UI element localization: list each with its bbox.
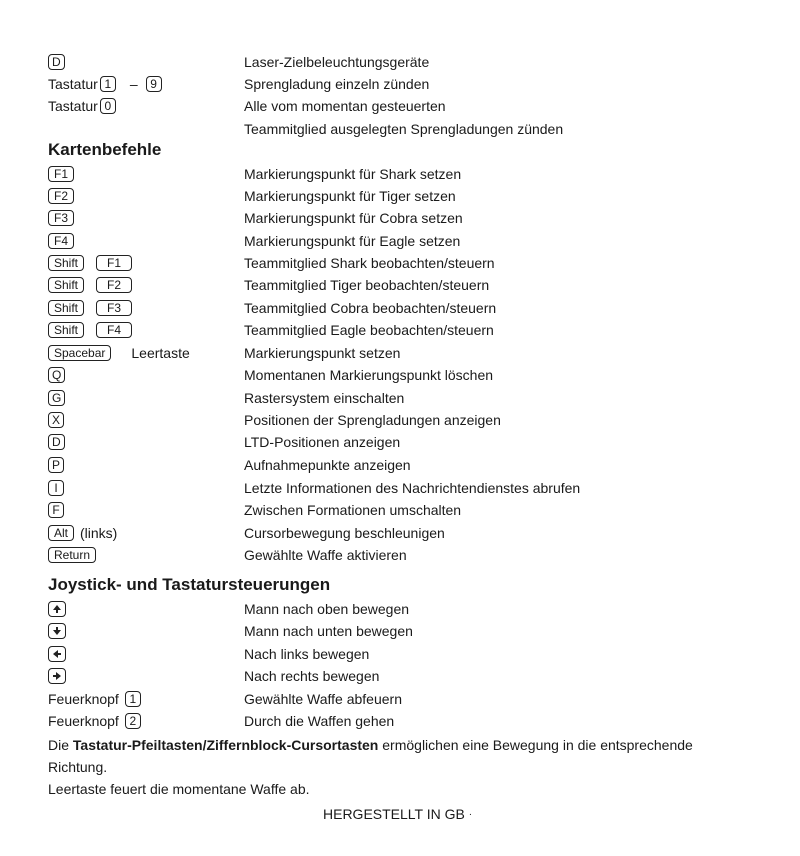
key-cap: 0 [100,98,116,114]
key-cap: Alt [48,525,74,541]
command-description: Gewählte Waffe abfeuern [244,691,402,707]
key-cap: X [48,412,64,428]
key-cap: F2 [48,188,74,204]
key-cap: Q [48,367,65,383]
note-rest-text: ermöglichen eine Bewegung in die entsprechende Richtung. [48,737,693,775]
key-cap: Shift [48,322,84,338]
command-row [48,364,768,386]
arrow-down-icon [48,623,66,639]
command-row [48,522,768,544]
command-description: Teammitglied Eagle beobachten/steuern [244,322,494,338]
footer-text: HERGESTELLT IN GB [323,806,465,822]
command-description: LTD-Positionen anzeigen [244,434,401,450]
command-description: Alle vom momentan gesteuerten [244,98,446,114]
command-row [48,274,768,296]
key-cap: 1 [125,691,141,707]
command-description: Teammitglied Shark beobachten/steuern [244,255,495,271]
key-cap: I [48,480,64,496]
arrow-left-icon [48,646,66,662]
command-description: Laser-Zielbeleuchtungsgeräte [244,54,430,70]
command-description: Cursorbewegung beschleunigen [244,525,445,541]
command-description: Positionen der Sprengladungen anzeigen [244,412,501,428]
command-row [48,342,768,364]
command-row [48,710,768,732]
key-cap: Shift [48,300,84,316]
key-cap: F [48,502,64,518]
key-prefix-label: Tastatur [48,98,98,114]
command-row [48,431,768,453]
command-description: Teammitglied Cobra beobachten/steuern [244,300,497,316]
command-row [48,454,768,476]
command-row [48,544,768,566]
command-description: Zwischen Formationen umschalten [244,502,462,518]
key-cap: Spacebar [48,345,111,361]
command-row [48,163,768,185]
footer-made-in [323,803,472,826]
key-prefix-label: Feuerknopf [48,691,119,707]
key-cap: F4 [96,322,132,338]
command-row [48,477,768,499]
command-description: Nach links bewegen [244,646,370,662]
command-description: Markierungspunkt für Tiger setzen [244,188,456,204]
arrow-up-icon [48,601,66,617]
note-lead-text: Die [48,737,73,753]
footer-mark: · [468,809,473,820]
command-row [48,598,768,620]
command-description: Mann nach oben bewegen [244,601,410,617]
key-cap: F4 [48,233,74,249]
key-cap: F1 [96,255,132,271]
command-description: Gewählte Waffe aktivieren [244,547,407,563]
command-row [48,688,768,710]
command-description: Sprengladung einzeln zünden [244,76,430,92]
range-dash: – [129,76,138,92]
command-row [48,51,768,73]
key-cap: 9 [146,76,162,92]
command-row [48,409,768,431]
command-description: Markierungspunkt für Shark setzen [244,166,462,182]
command-description: Rastersystem einschalten [244,390,405,406]
note-paragraph-2: Leertaste feuert die momentane Waffe ab. [48,781,310,797]
key-cap: D [48,434,65,450]
command-row [48,387,768,409]
command-row [48,252,768,274]
command-description: Durch die Waffen gehen [244,713,395,729]
key-cap: 2 [125,713,141,729]
key-suffix-label: Leertaste [131,345,190,361]
key-cap: Shift [48,255,84,271]
key-prefix-label: Feuerknopf [48,713,119,729]
key-cap: D [48,54,65,70]
key-cap: F1 [48,166,74,182]
command-description: Nach rechts bewegen [244,668,380,684]
key-suffix-label: (links) [80,525,118,541]
note-paragraph [48,734,748,778]
key-cap: F2 [96,277,132,293]
command-row [48,73,768,95]
command-description: Mann nach unten bewegen [244,623,413,639]
key-cap: F3 [48,210,74,226]
command-row [48,185,768,207]
key-prefix-label: Tastatur [48,76,98,92]
command-description: Aufnahmepunkte anzeigen [244,457,411,473]
command-row [48,499,768,521]
command-row [48,230,768,252]
section-heading-map-commands: Kartenbefehle [48,140,162,159]
command-description: Teammitglied ausgelegten Sprengladungen zünden [244,121,564,137]
command-description: Teammitglied Tiger beobachten/steuern [244,277,490,293]
command-description: Markierungspunkt für Cobra setzen [244,210,463,226]
command-row [48,95,768,117]
key-cap: G [48,390,65,406]
command-description: Momentanen Markierungspunkt löschen [244,367,494,383]
command-row-continuation [48,118,768,140]
command-row [48,319,768,341]
command-description: Markierungspunkt für Eagle setzen [244,233,461,249]
key-cap: 1 [100,76,116,92]
command-row [48,643,768,665]
key-cap: Return [48,547,96,563]
command-row [48,297,768,319]
section-heading-joystick-controls: Joystick- und Tastatursteuerungen [48,575,331,594]
note-bold-text: Tastatur-Pfeiltasten/Ziffernblock-Cursortasten [72,737,379,753]
key-cap: F3 [96,300,132,316]
command-description: Letzte Informationen des Nachrichtendienstes abrufen [244,480,581,496]
command-description: Markierungspunkt setzen [244,345,401,361]
key-cap: Shift [48,277,84,293]
command-row [48,665,768,687]
key-cap: P [48,457,64,473]
arrow-right-icon [48,668,66,684]
command-row [48,620,768,642]
command-row [48,207,768,229]
